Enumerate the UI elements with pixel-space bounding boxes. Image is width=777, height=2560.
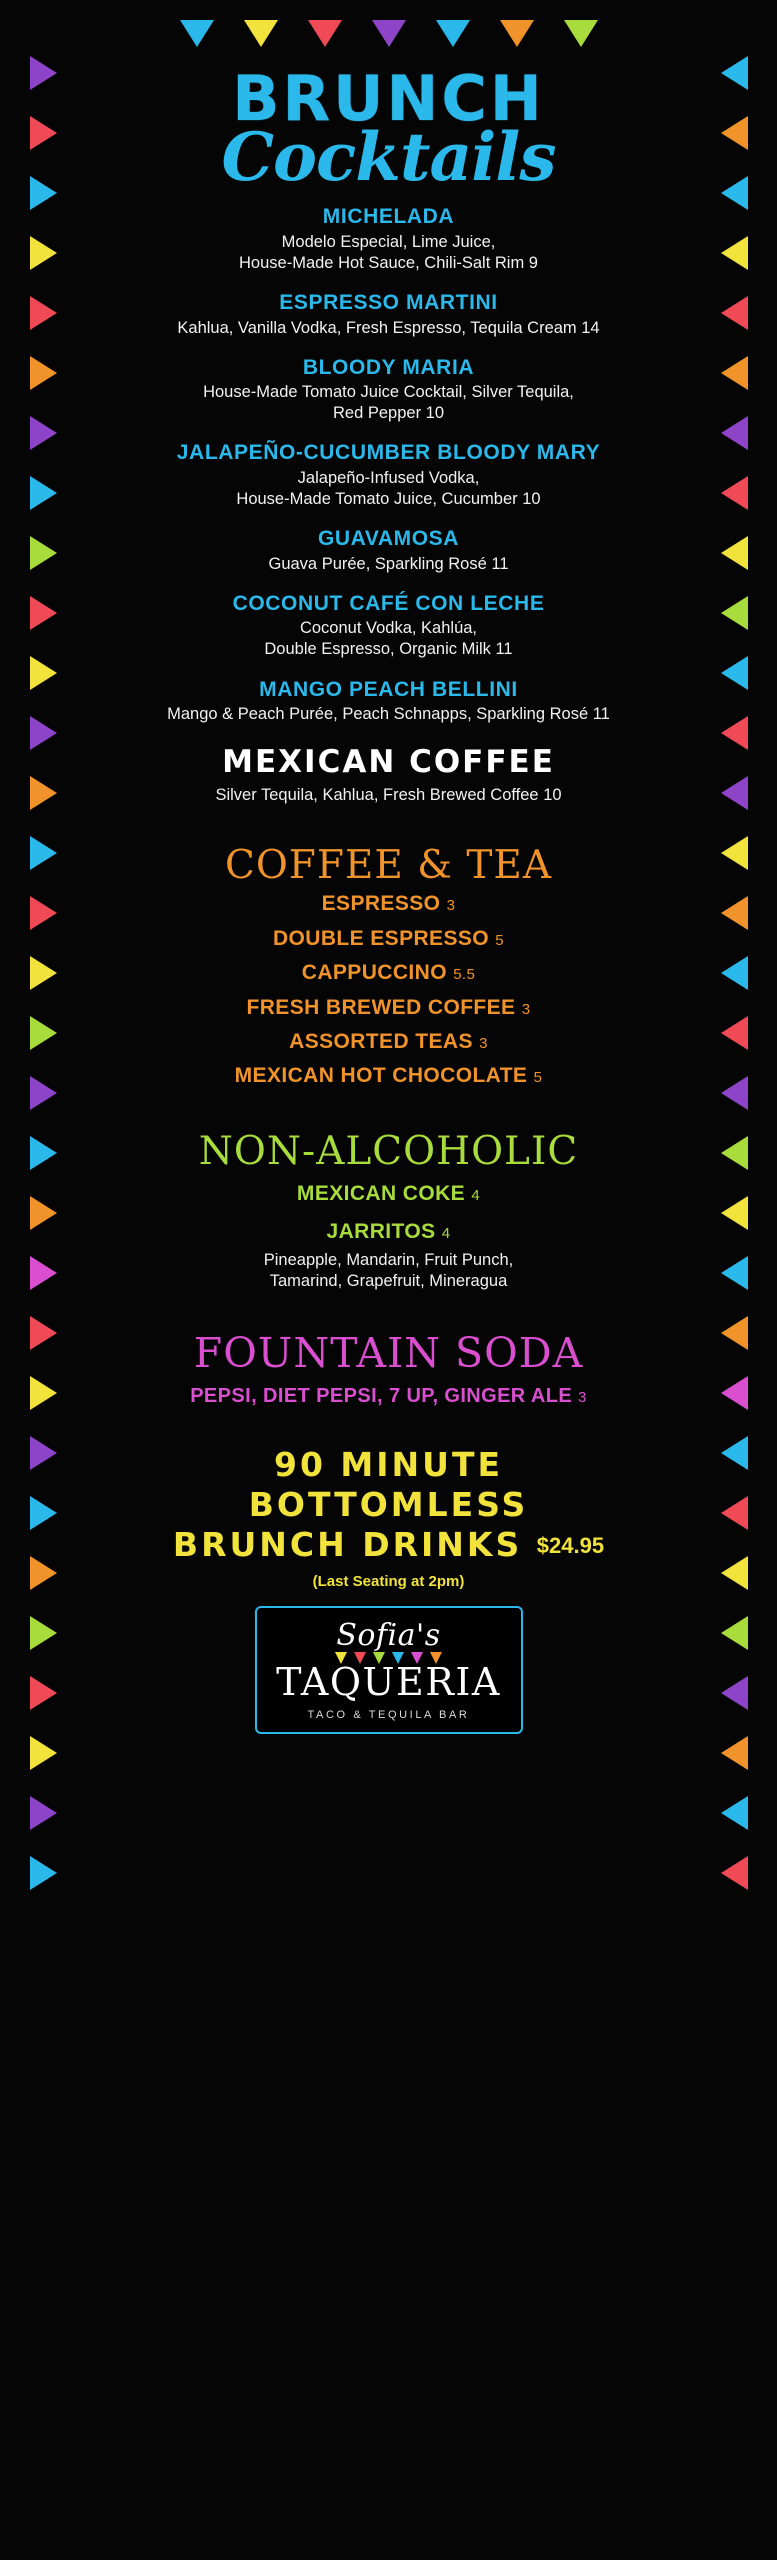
triangle-decoration — [30, 596, 57, 630]
list-item — [78, 1179, 699, 1209]
triangle-decoration — [30, 1736, 57, 1770]
item-price: 4 — [441, 1225, 451, 1243]
triangle-decoration — [721, 416, 748, 450]
list-item — [78, 356, 699, 425]
bottomless-label: BRUNCH DRINKS — [172, 1525, 523, 1565]
triangle-decoration — [721, 1136, 748, 1170]
bottomless-line-1: 90 MINUTE — [274, 1444, 503, 1484]
triangle-decoration — [721, 1436, 748, 1470]
triangle-decoration — [30, 1076, 57, 1110]
triangle-decoration — [30, 296, 57, 330]
triangle-decoration — [721, 656, 748, 690]
drink-name: GUAVAMOSA — [317, 527, 460, 551]
triangle-decoration — [721, 296, 748, 330]
item-price: 3 — [446, 897, 456, 915]
item-label: FRESH BREWED COFFEE — [246, 995, 516, 1019]
section-bottomless — [78, 1445, 699, 1591]
bottomless-note: (Last Seating at 2pm) — [312, 1573, 465, 1591]
triangle-decoration — [30, 1556, 57, 1590]
section-coffee-tea — [78, 843, 699, 1092]
triangle-decoration — [721, 1556, 748, 1590]
triangle-decoration — [721, 1376, 748, 1410]
triangle-decoration — [721, 776, 748, 810]
triangle-decoration — [500, 20, 534, 47]
section-heading: COFFEE & TEA — [224, 843, 553, 889]
cocktails-list — [78, 205, 699, 806]
list-item — [78, 291, 699, 339]
triangle-decoration — [30, 716, 57, 750]
drink-description: Silver Tequila, Kahlua, Fresh Brewed Coffee 10 — [215, 786, 562, 805]
triangle-decoration — [721, 1616, 748, 1650]
restaurant-logo — [255, 1606, 523, 1734]
drink-description: House-Made Tomato Juice Cocktail, Silver Tequila, Red Pepper 10 — [203, 383, 574, 423]
triangle-decoration — [30, 1196, 57, 1230]
logo-tagline: TACO & TEQUILA BAR — [307, 1709, 470, 1722]
triangle-decoration — [30, 1256, 57, 1290]
triangle-decoration — [721, 236, 748, 270]
page-title-cocktails: Cocktails — [221, 118, 556, 196]
triangle-decoration — [721, 836, 748, 870]
item-label: MEXICAN HOT CHOCOLATE — [234, 1064, 528, 1088]
menu-content — [78, 60, 699, 1734]
drink-name: COCONUT CAFÉ CON LECHE — [232, 591, 545, 615]
bottomless-line-2: BOTTOMLESS — [248, 1484, 529, 1524]
list-item — [78, 1027, 699, 1057]
page-title-brunch: BRUNCH — [232, 62, 545, 135]
list-item — [78, 527, 699, 575]
triangle-decoration — [244, 20, 278, 47]
logo-sofias-text: Sofia's — [336, 1618, 441, 1654]
triangle-decoration — [30, 476, 57, 510]
section-fountain-soda — [78, 1328, 699, 1411]
triangle-decoration — [308, 20, 342, 47]
list-item-mexican-coffee — [78, 744, 699, 806]
triangle-decoration — [30, 896, 57, 930]
drink-description: Modelo Especial, Lime Juice, House-Made Hot Sauce, Chili-Salt Rim 9 — [239, 232, 538, 272]
triangle-decoration — [721, 1196, 748, 1230]
item-price: 5 — [533, 1069, 543, 1087]
item-price: 3 — [479, 1034, 488, 1052]
list-item — [78, 205, 699, 274]
triangle-decoration — [372, 20, 406, 47]
triangle-decoration — [721, 1736, 748, 1770]
triangle-decoration — [721, 1316, 748, 1350]
logo-taqueria-text: TAQUERIA — [276, 1660, 501, 1705]
list-item — [78, 678, 699, 726]
triangle-decoration — [30, 1796, 57, 1830]
triangle-decoration — [30, 836, 57, 870]
drink-description: Guava Purée, Sparkling Rosé 11 — [268, 554, 509, 573]
triangle-decoration — [30, 1676, 57, 1710]
item-label: CAPPUCCINO — [301, 961, 447, 985]
border-triangles-right — [707, 0, 761, 2560]
list-item — [78, 958, 699, 988]
bottomless-line-3 — [78, 1525, 699, 1565]
triangle-decoration — [30, 1436, 57, 1470]
list-item — [78, 889, 699, 919]
triangle-decoration — [721, 1016, 748, 1050]
list-item — [78, 441, 699, 510]
drink-description: Coconut Vodka, Kahlúa, Double Espresso, Organic Milk 11 — [264, 619, 513, 659]
list-item — [78, 924, 699, 954]
drink-description: Kahlua, Vanilla Vodka, Fresh Espresso, Tequila Cream 14 — [177, 318, 600, 337]
triangle-decoration — [721, 956, 748, 990]
triangle-decoration — [30, 416, 57, 450]
drink-description: Jalapeño-Infused Vodka, House-Made Tomato Juice, Cucumber 10 — [236, 468, 541, 509]
triangle-decoration — [30, 1316, 57, 1350]
triangle-decoration — [30, 1496, 57, 1530]
triangle-decoration — [721, 1256, 748, 1290]
triangle-decoration — [721, 476, 748, 510]
item-label: ESPRESSO — [321, 892, 441, 916]
triangle-decoration — [721, 716, 748, 750]
triangle-decoration — [30, 536, 57, 570]
triangle-decoration — [721, 56, 748, 90]
drink-name: MEXICAN COFFEE — [222, 744, 555, 781]
triangle-decoration — [180, 20, 214, 47]
triangle-decoration — [721, 176, 748, 210]
list-item — [78, 592, 699, 661]
bottomless-price: $24.95 — [536, 1533, 605, 1559]
drink-name: BLOODY MARIA — [302, 355, 475, 379]
list-item — [78, 1382, 699, 1411]
triangle-decoration — [721, 1676, 748, 1710]
drink-name: MANGO PEACH BELLINI — [259, 677, 518, 701]
triangle-decoration — [30, 356, 57, 390]
triangle-decoration — [30, 1376, 57, 1410]
triangle-decoration — [30, 1016, 57, 1050]
item-price: 4 — [471, 1186, 481, 1204]
triangle-decoration — [30, 1856, 57, 1890]
list-item — [78, 1217, 699, 1247]
item-description: Pineapple, Mandarin, Fruit Punch, Tamarind, Grapefruit, Mineragua — [263, 1250, 514, 1291]
item-label: JARRITOS — [326, 1220, 436, 1244]
triangle-decoration — [721, 596, 748, 630]
triangle-decoration — [30, 1136, 57, 1170]
triangle-decoration — [721, 116, 748, 150]
item-price: 5.5 — [453, 966, 476, 984]
triangle-decoration — [30, 236, 57, 270]
drink-name: MICHELADA — [322, 205, 455, 229]
section-non-alcoholic — [78, 1128, 699, 1293]
triangle-decoration — [721, 1496, 748, 1530]
triangle-decoration — [30, 176, 57, 210]
section-heading: FOUNTAIN SODA — [193, 1328, 584, 1377]
border-triangles-left — [16, 0, 70, 2560]
item-label: MEXICAN COKE — [296, 1181, 466, 1205]
list-item — [78, 993, 699, 1023]
section-heading: NON-ALCOHOLIC — [198, 1128, 579, 1174]
list-item — [78, 1061, 699, 1091]
item-label: DOUBLE ESPRESSO — [272, 926, 490, 950]
triangle-decoration — [30, 1616, 57, 1650]
triangle-decoration — [30, 956, 57, 990]
item-price: 3 — [578, 1388, 587, 1406]
item-price: 5 — [495, 931, 505, 949]
triangle-decoration — [564, 20, 598, 47]
triangle-decoration — [721, 356, 748, 390]
triangle-decoration — [436, 20, 470, 47]
triangle-decoration — [721, 1076, 748, 1110]
item-label: PEPSI, DIET PEPSI, 7 UP, GINGER ALE — [190, 1384, 573, 1407]
drink-name: JALAPEÑO-CUCUMBER BLOODY MARY — [176, 441, 601, 465]
item-price: 3 — [521, 1000, 531, 1018]
triangle-decoration — [30, 116, 57, 150]
triangle-decoration — [30, 56, 57, 90]
triangle-decoration — [30, 776, 57, 810]
triangle-decoration — [721, 896, 748, 930]
drink-description: Mango & Peach Purée, Peach Schnapps, Sparkling Rosé 11 — [167, 705, 610, 724]
triangle-decoration — [721, 1856, 748, 1890]
triangle-decoration — [721, 536, 748, 570]
drink-name: ESPRESSO MARTINI — [279, 291, 498, 315]
triangle-decoration — [30, 656, 57, 690]
item-label: ASSORTED TEAS — [289, 1029, 473, 1053]
triangle-decoration — [721, 1796, 748, 1830]
